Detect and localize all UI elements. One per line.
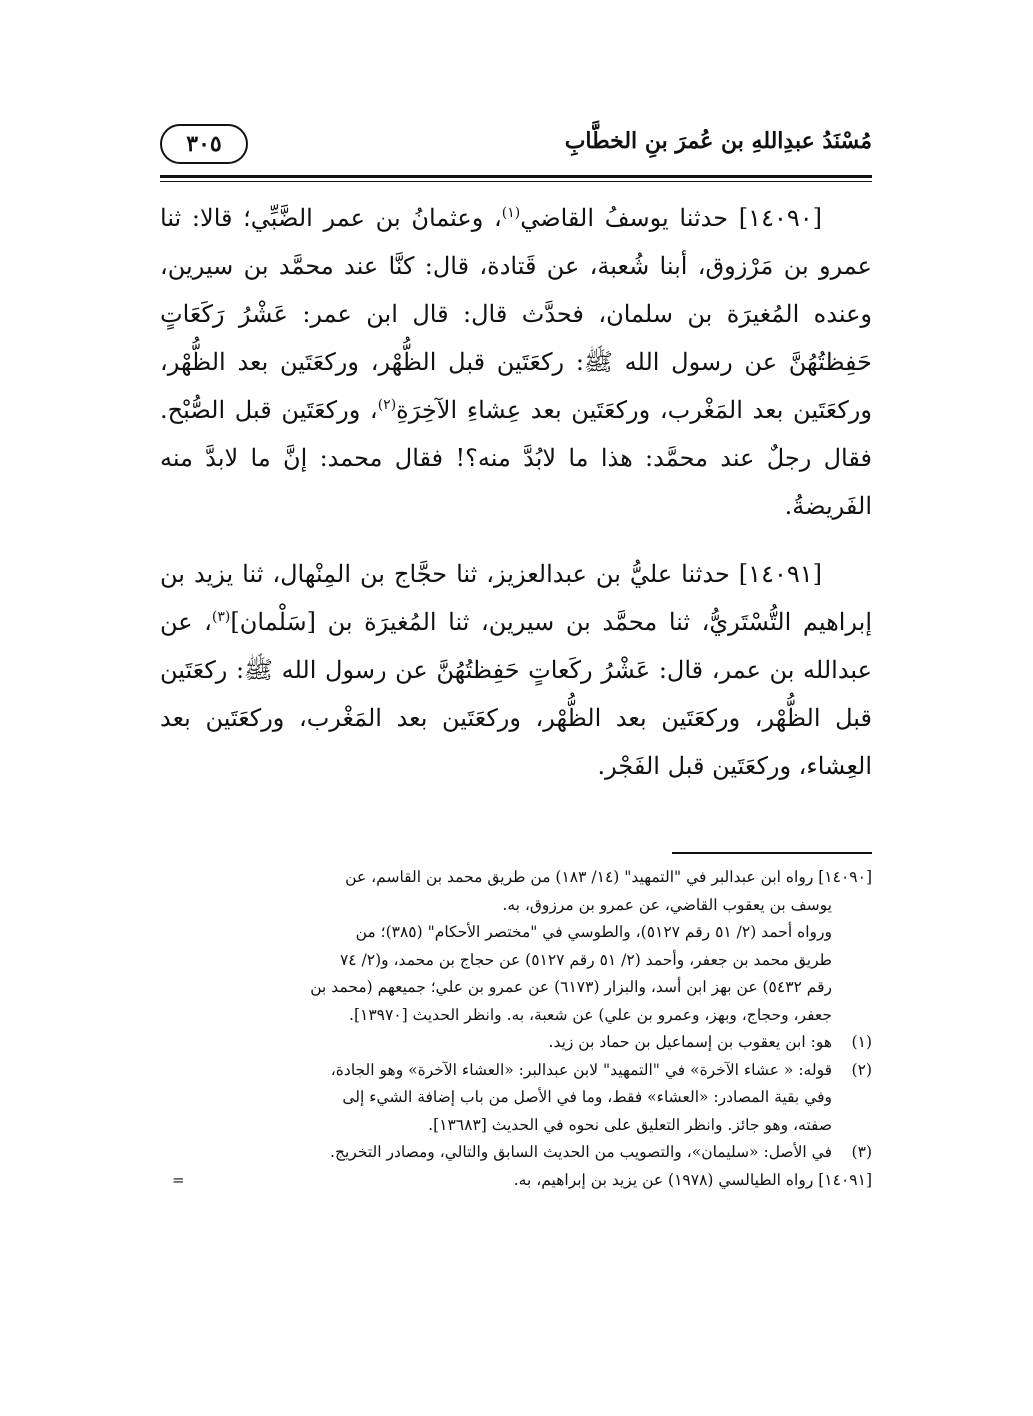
footnote-line: هو: ابن يعقوب بن إسماعيل بن حماد بن زيد.: [548, 1033, 832, 1051]
header-title: مُسْنَدُ عبدِاللهِ بن عُمرَ بنِ الخطَّابِ: [564, 128, 872, 154]
footnote-2: [160, 1057, 872, 1140]
footnotes-section: [160, 864, 872, 1194]
footnote-number: (١): [851, 1033, 872, 1051]
footnote-1: [160, 1029, 872, 1057]
continuation-mark: =: [172, 1170, 185, 1189]
footnote-line: قوله: « عشاء الآخرة» في "التمهيد" لابن عبدالبر: «العشاء الآخرة» وهو الجادة،: [330, 1060, 832, 1079]
footnote-line: [١٤٠٩١] رواه الطيالسي (١٩٧٨) عن يزيد بن إبراهيم، به.: [513, 1170, 872, 1189]
main-text: [160, 194, 872, 790]
footnote-line: صفته، وهو جائز. وانظر التعليق على نحوه في الحديث [١٣٦٨٣].: [428, 1115, 832, 1134]
footnote-number: (٣): [851, 1143, 872, 1161]
footnote-line: يوسف بن يعقوب القاضي، عن عمرو بن مرزوق، به.: [502, 895, 832, 914]
footnote-line: ورواه أحمد (٢/ ٥١ رقم ٥١٢٧)، والطوسي في "مختصر الأحكام" (٣٨٥)؛ من: [355, 923, 832, 941]
footnote-separator: [672, 852, 872, 854]
hadith-paragraph-14091: [160, 550, 872, 790]
footnote-line: جعفر، وحجاج، وبهز، وعمرو بن علي) عن شعبة، به. وانظر الحديث [١٣٩٧٠].: [349, 1005, 832, 1024]
hadith-number: [١٤٠٩٠]: [738, 204, 822, 232]
footnote-line: وفي بقية المصادر: «العشاء» فقط، وما في الأصل من باب إضافة الشيء إلى: [342, 1088, 832, 1106]
takhrij-14090: [160, 864, 872, 1029]
hadith-text-part: حدثنا يوسفُ القاضي: [520, 204, 739, 232]
header-rule-thin: [160, 181, 872, 182]
footnote-line: رقم ٥٤٣٢) عن بهز ابن أسد، والبزار (٦١٧٣) عن عمرو بن علي؛ جميعهم (محمد بن: [310, 978, 832, 996]
footnote-ref-2[interactable]: (٢): [377, 397, 397, 413]
hadith-text-part: ، وعثمانُ بن عمر الضَّبِّي؛ قالا: ثنا عمرو بن مَرْزوق، أبنا شُعبة، عن قَتادة، قال: كنَّا عند محمَّد بن سيرين، وعنده المُغيرَة بن سلمان، فحدَّث قال: قال ابن عمر: عَشْرُ رَكَعَاتٍ حَفِظتُهُنَّ عن رسول الله ﷺ: ركعَتَين قبل الظُّهْر، وركعَتَين بعد الظُّهْر، وركعَتَين بعد المَغْرب، وركعَتَين بعد عِشاءِ الآخِرَةِ: [160, 204, 872, 424]
footnote-ref-3[interactable]: (٣): [211, 609, 231, 625]
page-number-badge: ٣٠٥: [160, 124, 248, 164]
running-header: [160, 120, 872, 172]
footnote-number: (٢): [851, 1060, 872, 1079]
footnote-line: [١٤٠٩٠] رواه ابن عبدالبر في "التمهيد" (١٤/ ١٨٣) من طريق محمد بن القاسم، عن: [345, 868, 872, 886]
footnote-line: في الأصل: «سليمان»، والتصويب من الحديث السابق والتالي، ومصادر التخريج.: [330, 1143, 832, 1161]
footnote-ref-1[interactable]: (١): [501, 205, 521, 221]
header-rule-thick: [160, 175, 872, 178]
hadith-text-part: حدثنا عليُّ بن عبدالعزيز، ثنا حجَّاج بن المِنْهال، ثنا يزيد بن إبراهيم التُّسْتَريُّ، ثنا محمَّد بن سيرين، ثنا المُغيرَة بن [سَلْمان]: [160, 560, 872, 636]
hadith-text-part: ، وركعَتَين قبل الصُّبْح. فقال رجلٌ عند محمَّد: هذا ما لابُدَّ منه؟! فقال محمد: إنَّ ما لابدَّ منه الفَريضةُ.: [160, 396, 872, 520]
footnote-3: [160, 1139, 872, 1167]
hadith-number: [١٤٠٩١]: [738, 560, 822, 588]
footnote-line: طريق محمد بن جعفر، وأحمد (٢/ ٥١ رقم ٥١٢٧) عن حجاج بن محمد، و(٢/ ٧٤: [339, 950, 832, 969]
hadith-text-part: ، عن عبدالله بن عمر، قال: عَشْرُ ركَعاتٍ حَفِظتُهُنَّ عن رسول الله ﷺ: ركعَتَين قبل الظُّهْر، وركعَتَين بعد الظُّهْر، وركعَتَين بعد المَغْرب، وركعَتَين بعد العِشاء، وركعَتَين قبل الفَجْر.: [160, 608, 872, 780]
hadith-paragraph-14090: [160, 194, 872, 530]
takhrij-14091: [160, 1167, 872, 1195]
